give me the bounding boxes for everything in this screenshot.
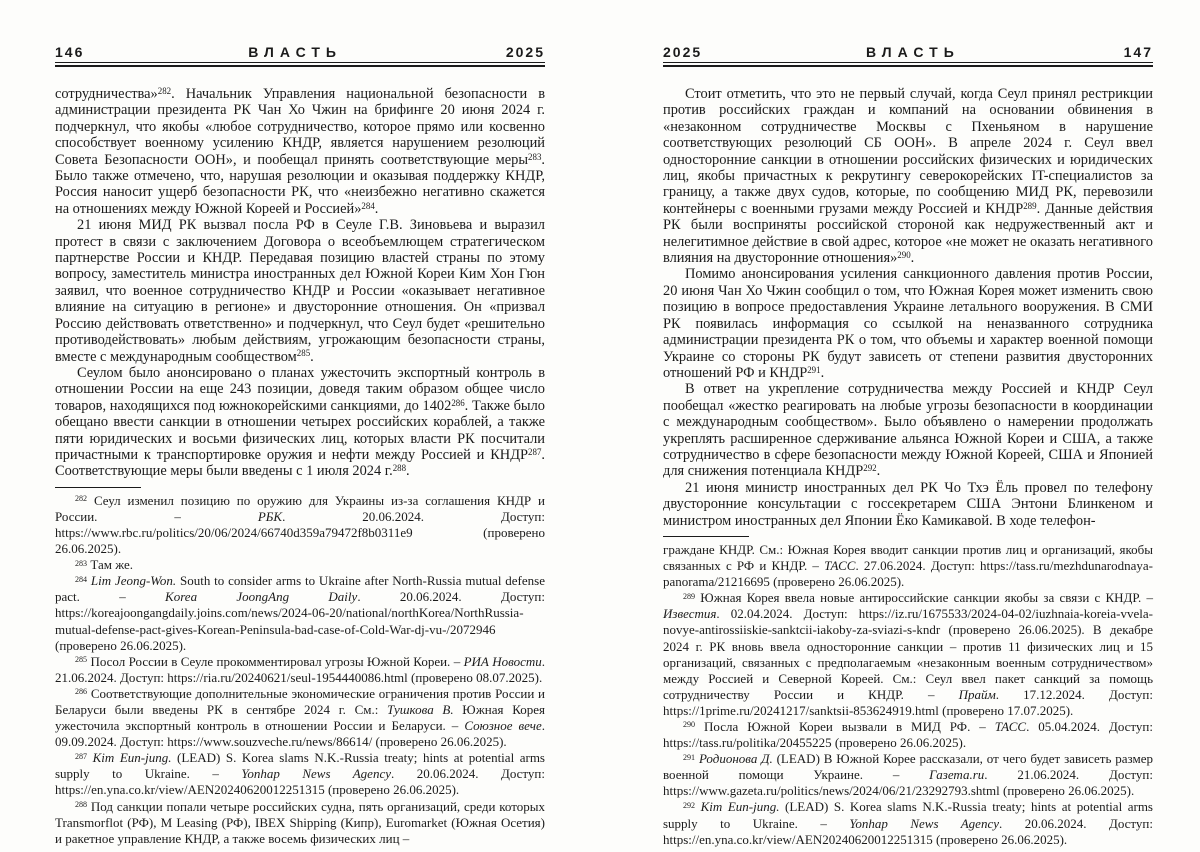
page-146	[55, 44, 545, 848]
journal-title-right: ВЛАСТЬ	[866, 44, 960, 60]
page-header-right	[663, 44, 1153, 67]
main-text-right	[663, 86, 1153, 529]
footnote: $^{288}$ Под санкции попали четыре российских судна, пять организаций, среди которых Transmorflot (РФ), M Leasing (РФ), IBEX Shipping (Кипр), Euromarket (Южная Осетия) и ракетное управление КНДР, а также восемь физических лиц –	[55, 798, 545, 846]
page-header-left	[55, 44, 545, 67]
paragraph: Сеулом было анонсировано о планах ужесточить экспортный контроль в отношении России на еще 243 позиции, доведя таким образом общее число товаров, находящихся под южнокорейскими санкциями, до 1402$^{286}$. Также было обещано ввести санкции в отношении четырех российских кораблей, а также пяти юридических и восьми физических лиц, которых власти РК посчитали причастными к транспортировке оружия и нефти между Россией и КНДР$^{287}$. Соответствующие меры были введены с 1 июля 2024 г.$^{288}$.	[55, 364, 545, 480]
footnote: граждане КНДР. См.: Южная Корея вводит санкции против лиц и организаций, якобы связанных с РФ и КНДР. – ТАСС. 27.06.2024. Доступ: https://tass.ru/mezhdunarodnaya-panorama/21216695 (проверено 26.06.2025).	[663, 541, 1153, 590]
paragraph: В ответ на укрепление сотрудничества между Россией и КНДР Сеул пообещал «жестко реагировать на любые угрозы безопасности в координации с международным сообществом». Было объявлено о намерении продолжать укреплять расширенное сдерживание альянса Южной Кореи и США, а также сотрудничество в сфере безопасности между Южной Кореей, США и Японией для снижения потенциала КНДР$^{292}$.	[663, 381, 1153, 480]
footnote-separator-left	[55, 487, 141, 488]
paragraph: 21 июня МИД РК вызвал посла РФ в Сеуле Г.В. Зиновьева и выразил протест в связи с заключением Договора о всеобъемлющем стратегическом партнерстве России и КНДР. Передавая позицию властей страны по этому вопросу, заместитель министра иностранных дел Южной Кореи Ким Хон Гюн заявил, что военное сотрудничество КНДР и России «оказывает негативное влияние на ситуацию в регионе» и двусторонние отношения. Он «призвал Россию действовать ответственно» и подчеркнул, что Сеул будет «решительно противодействовать» любым действиям, угрожающим безопасности страны, вместе с международным сообществом$^{285}$.	[55, 217, 545, 365]
footnote: $^{287}$ Kim Eun-jung. (LEAD) S. Korea slams N.K.-Russia treaty; hints at potential arms supply to Ukraine. – Yonhap News Agency. 20.06.2024. Доступ: https://en.yna.co.kr/view/AEN20240620012251315 (проверено 26.06.2025).	[55, 750, 545, 798]
paragraph: Стоит отметить, что это не первый случай, когда Сеул принял рестрикции против российских граждан и компаний на основании обвинения в «незаконном сотрудничестве Москвы с Пхеньяном в нарушение соответствующих резолюций СБ ООН». В апреле 2024 г. Сеул ввел односторонние санкции в отношении российских физических и юридических лиц, якобы причастных к рекрутингу северокорейских IT-специалистов за границу, а также двух судов, которые, по сообщению МИД РК, перевозили контейнеры с военными грузами между Россией и КНДР$^{289}$. Данные действия РК были восприняты российской стороной как недружественный акт и нелегитимное действие в свой адрес, которое «не может не оказать негативного влияния на двусторонние отношения»$^{290}$.	[663, 86, 1153, 267]
footnote: $^{285}$ Посол России в Сеуле прокомментировал угрозы Южной Кореи. – РИА Новости. 21.06.2024. Доступ: https://ria.ru/20240621/seul-1954440086.html (проверено 08.07.2025).	[55, 653, 545, 685]
footnote: $^{290}$ Посла Южной Кореи вызвали в МИД РФ. – ТАСС. 05.04.2024. Доступ: https://tass.ru/politika/20455225 (проверено 26.06.2025).	[663, 719, 1153, 751]
footnote: $^{286}$ Соответствующие дополнительные экономические ограничения против России и Беларуси были введены РК в сентябре 2024 г. См.: Тушкова В. Южная Корея ужесточила экспортный контроль в отношении России и Беларуси. – Союзное вече. 09.09.2024. Доступ: https://www.souzveche.ru/news/86614/ (проверено 26.06.2025).	[55, 685, 545, 750]
paragraph: сотрудничества»$^{282}$. Начальник Управления национальной безопасности в администрации президента РК Чан Хо Чжин на брифинге 20 июня 2024 г. подчеркнул, что якобы «любое сотрудничество, которое прямо или косвенно способствует военному усилению КНДР, является нарушением резолюций Совета Безопасности ООН», и пообещал принять соответствующие меры$^{283}$. Было также отмечено, что, нарушая резолюции и оказывая поддержку КНДР, Россия наносит ущерб безопасности РК, что «неизбежно негативно скажется на отношениях между Южной Кореей и Россией»$^{284}$.	[55, 85, 545, 217]
journal-year: 2025	[505, 44, 545, 60]
page-number-left: 146	[55, 44, 85, 60]
paragraph: 21 июня министр иностранных дел РК Чо Тхэ Ёль провел по телефону двусторонние консультации с госсекретарем США Энтони Блинкеном и министром иностранных дел Японии Ёко Камикавой. В ходе телефон-	[663, 479, 1153, 529]
journal-year-right: 2025	[663, 44, 703, 60]
footnotes-left	[55, 493, 545, 847]
footnote: $^{283}$ Там же.	[75, 557, 134, 573]
footnote-separator-right	[663, 536, 749, 537]
footnote: $^{282}$ Сеул изменил позицию по оружию для Украины из-за соглашения КНДР и России. – РБК. 20.06.2024. Доступ: https://www.rbc.ru/politics/20/06/2024/66740d359a79472f8b0311e9 (проверено 26.06.2025).	[55, 492, 546, 557]
page-number-right: 147	[1123, 44, 1153, 60]
footnote: $^{292}$ Kim Eun-jung. (LEAD) S. Korea slams N.K.-Russia treaty; hints at potential arms supply to Ukraine. – Yonhap News Agency. 20.06.2024. Доступ: https://en.yna.co.kr/view/AEN20240620012251315 (проверено 26.06.2025).	[663, 799, 1153, 847]
journal-title: ВЛАСТЬ	[248, 44, 342, 60]
footnote: $^{289}$ Южная Корея ввела новые антироссийские санкции якобы за связи с КНДР. – Известия. 02.04.2024. Доступ: https://iz.ru/1675533/2024-04-02/iuzhnaia-koreia-vvela-novye-antirossiiskie-sanktcii-iakoby-za-sviazi-s-kndr (проверено 26.06.2025). В декабре 2024 г. РК вновь ввела односторонние санкции – против 11 физических лиц и 15 организаций, связанных с предполагаемым «незаконным военным сотрудничеством» между Россией и Северной Кореей. См.: Сеул ввел пакет санкций за помощь сотрудничеству России и КНДР. – Прайм. 17.12.2024. Доступ: https://1prime.ru/20241217/sanktsii-853624919.html (проверено 17.07.2025).	[663, 590, 1153, 718]
main-text-left	[55, 86, 545, 480]
paragraph: Помимо анонсирования усиления санкционного давления против России, 20 июня Чан Хо Чжин сообщил о том, что Южная Корея может изменить свою позицию в вопросе предоставления Украине летального вооружения. В СМИ РК появилась информация со ссылкой на неназванного сотрудника администрации президента РК о том, что объемы и характер военной помощи Украине со стороны РК будут зависеть от степени развития двусторонних отношений РФ и КНДР$^{291}$.	[663, 266, 1153, 381]
footnote: $^{284}$ Lim Jeong-Won. South to consider arms to Ukraine after North-Russia mutual defense pact. – Korea JoongAng Daily. 20.06.2024. Доступ: https://koreajoongangdaily.joins.com/news/2024-06-20/national/northKorea/NorthRussia-mutual-defense-pact-gives-Korean-Peninsula-bad-case-of-Cold-War-dj-vu-/2072946 (проверено 26.06.2025).	[55, 573, 545, 653]
page-147	[663, 44, 1153, 848]
footnotes-right	[663, 542, 1153, 848]
footnote: $^{291}$ Родионова Д. (LEAD) В Южной Корее рассказали, от чего будет зависеть размер военной помощи Украине. – Газета.ru. 21.06.2024. Доступ: https://www.gazeta.ru/politics/news/2024/06/21/23292793.shtml (проверено 26.06.2025).	[663, 751, 1153, 799]
